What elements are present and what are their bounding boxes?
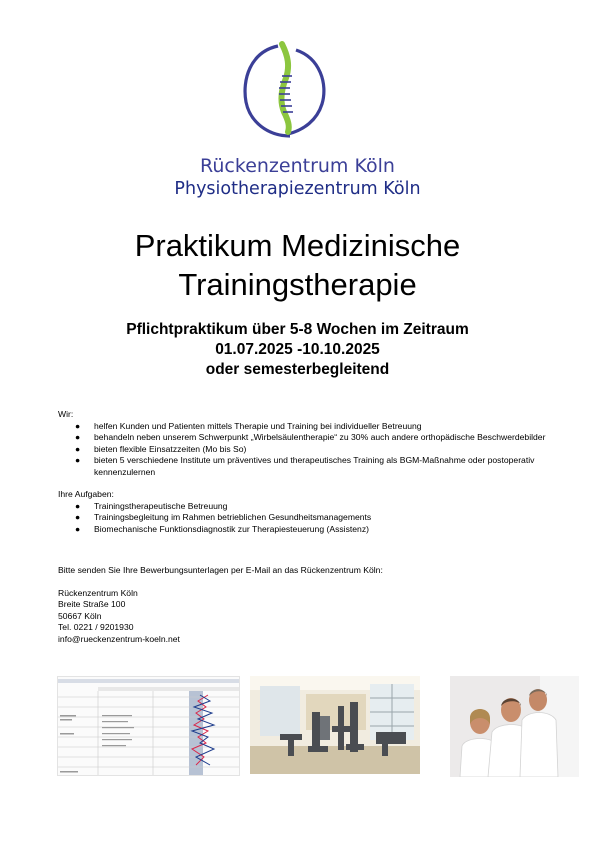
list-item: ● behandeln neben unserem Schwerpunkt „Wirbelsäulentherapie“ zu 30% auch andere orthopädische Beschwerdebilder: [75, 432, 546, 442]
bullet-icon: ●: [75, 420, 81, 431]
page-subtitle: [0, 320, 595, 380]
list-item: ● bieten 5 verschiedene Institute um präventives und therapeutisches Training als BGM-Maßnahme oder postoperativ kennenzulernen: [75, 455, 535, 477]
subtitle-line: Pflichtpraktikum über 5-8 Wochen im Zeitraum: [126, 321, 469, 338]
spine-logo: [238, 40, 330, 140]
bullet-icon: ●: [75, 432, 81, 442]
contact-city: 50667 Köln: [58, 610, 102, 621]
diagnostic-chart-image: [57, 676, 240, 776]
aufgaben-heading: Ihre Aufgaben:: [58, 489, 114, 499]
application-note: Bitte senden Sie Ihre Bewerbungsunterlagen per E-Mail an das Rückenzentrum Köln:: [58, 565, 383, 575]
bullet-icon: ●: [75, 512, 81, 522]
body-text: [58, 409, 548, 645]
contact-block: [58, 588, 548, 646]
title-line: Praktikum Medizinische: [134, 228, 461, 263]
wir-heading: Wir:: [58, 409, 74, 419]
contact-email[interactable]: info@rueckenzentrum-koeln.net: [58, 633, 180, 644]
contact-street: Breite Straße 100: [58, 599, 126, 609]
list-item: ● Trainingsbegleitung im Rahmen betrieblichen Gesundheitsmanagements: [75, 512, 372, 522]
brand-name-primary: Rückenzentrum Köln: [200, 155, 395, 177]
list-item: ● Trainingstherapeutische Betreuung: [75, 500, 228, 511]
team-photo: [450, 676, 579, 777]
title-line: Trainingstherapie: [178, 267, 417, 302]
bullet-icon: ●: [75, 455, 81, 465]
list-item: ● helfen Kunden und Patienten mittels Therapie und Training bei individueller Betreuung: [75, 420, 422, 431]
list-item: ● Biomechanische Funktionsdiagnostik zur Therapiesteuerung (Assistenz): [75, 523, 369, 534]
list-item: ● bieten flexible Einsatzzeiten (Mo bis So): [75, 443, 247, 454]
contact-phone: Tel. 0221 / 9201930: [58, 622, 134, 632]
page-title: [0, 226, 595, 304]
aufgaben-list: [58, 501, 548, 536]
bullet-icon: ●: [75, 523, 81, 534]
gym-photo: [250, 676, 420, 774]
bullet-icon: ●: [75, 443, 81, 454]
subtitle-line: 01.07.2025 -10.10.2025: [215, 341, 380, 358]
brand-name-secondary: Physiotherapiezentrum Köln: [174, 179, 421, 199]
wir-list: [58, 421, 548, 479]
bullet-icon: ●: [75, 500, 81, 511]
subtitle-line: oder semesterbegleitend: [205, 361, 390, 378]
contact-name: Rückenzentrum Köln: [58, 587, 138, 598]
